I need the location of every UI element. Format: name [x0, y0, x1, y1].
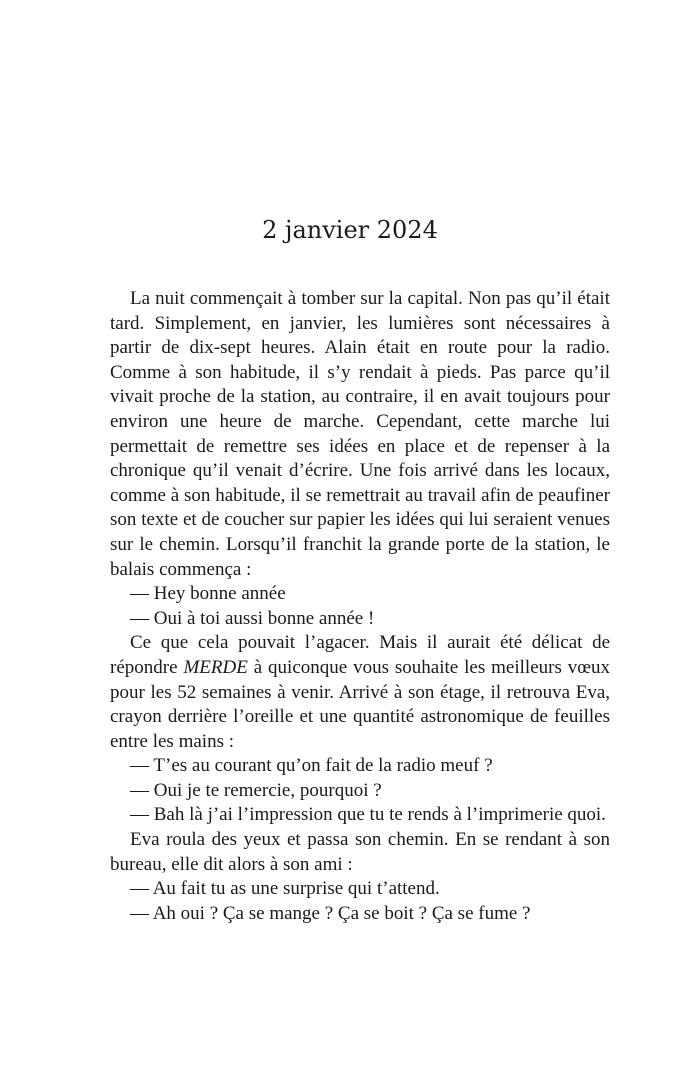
dialogue-line: — Hey bonne année — [130, 583, 286, 605]
dialogue-line: — Oui à toi aussi bonne année ! — [130, 607, 375, 629]
paragraph-opening: La nuit commençait à tomber sur la capital. Non pas qu’il était tard. Simplement, en janvier, les lumières sont nécessaires à partir de dix-sept heures. Alain était en route pour la radio. Comme à son habitude, il s’y rendait à pieds. Pas parce qu’il vivait proche de la station, au contraire, il en avait toujours pour environ une heure de marche. Cependant, cette marche lui permettait de remettre ses idées en place et de repenser à la chronique qu’il venait d’écrire. Une fois arrivé dans les locaux, comme à son habitude, il se remettrait au travail afin de peaufiner son texte et de coucher sur papier les idées qui lui seraient venues sur le chemin. Lorsqu’il franchit la grande porte de la station, le balais commença : — [110, 288, 610, 580]
chapter-title: 2 janvier 2024 — [262, 216, 438, 244]
text-run: à quiconque vous souhaite les meilleurs vœux pour les 52 semaines à venir. Arrivé à son étage, il retrouva Eva, crayon derrière l’oreille et une quantité astronomique de feuilles entre les mains : — [110, 656, 610, 752]
italic-emphasis: MERDE — [183, 656, 248, 678]
text-run: Ce que cela pouvait l’agacer. Mais il aurait été délicat de répondre — [110, 632, 610, 678]
dialogue-line: — Ah oui ? Ça se mange ? Ça se boit ? Ça se fume ? — [130, 902, 531, 924]
dialogue-line: — Bah là j’ai l’impression que tu te rends à l’imprimerie quoi. — [130, 804, 606, 826]
paragraph-eva: Eva roula des yeux et passa son chemin. En se rendant à son bureau, elle dit alors à son ami : — [110, 829, 610, 875]
paragraph-merde — [110, 631, 610, 754]
dialogue-line: — T’es au courant qu’on fait de la radio meuf ? — [130, 755, 493, 777]
dialogue-line: — Oui je te remercie, pourquoi ? — [130, 779, 382, 801]
chapter-body — [110, 287, 610, 926]
dialogue-line: — Au fait tu as une surprise qui t’attend. — [130, 878, 440, 900]
